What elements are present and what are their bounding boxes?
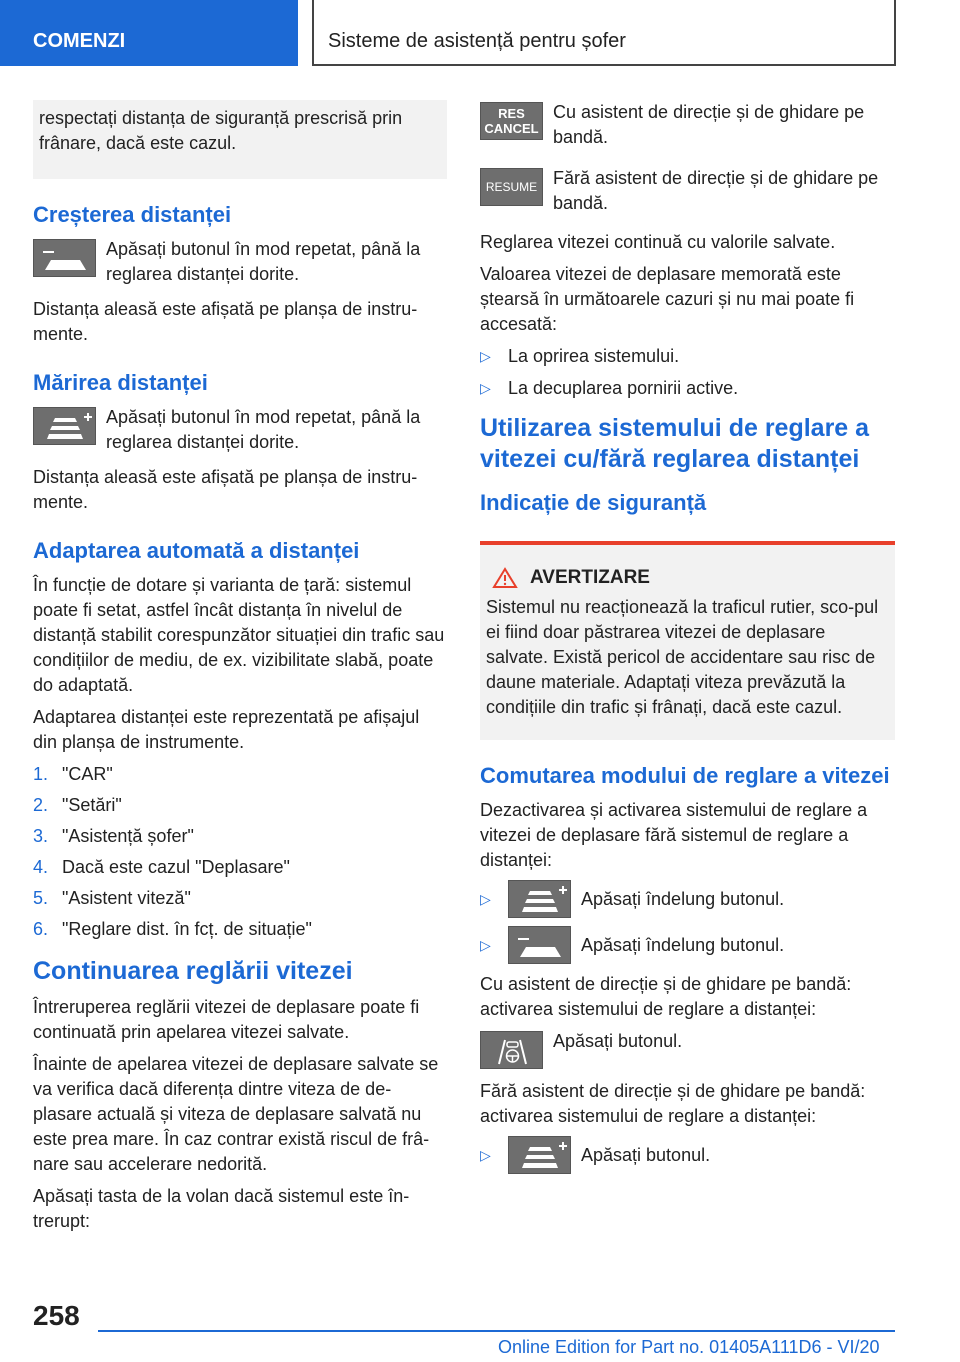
switch-bullet-1: ▷ Apăsați îndelung butonul. — [480, 880, 895, 918]
steering-assist-button-icon — [480, 1031, 543, 1069]
distance-increase-button-icon — [508, 880, 571, 918]
heading-switch-mode: Comutarea modului de reglare a vitezei — [480, 763, 890, 788]
intro-box — [33, 100, 447, 179]
res-cancel-button-icon: RES CANCEL — [480, 102, 543, 140]
heading-continue-speed: Continuarea reglării vitezei — [33, 957, 353, 985]
section-tab: COMENZI — [0, 0, 298, 66]
continue-speed-p2: Înainte de apelarea vitezei de deplasare salvate se va verifica dacă diferența dintre viteza de de‐plasare actuală și viteza de deplasare salvată nu este prea mare. În caz contrar există riscul de frâ‐nare sau accelerare nedorită. — [33, 1054, 439, 1174]
heading-auto-distance: Adaptarea automată a distanței — [33, 538, 360, 563]
list-item: ▷ La decuplarea pornirii active. — [480, 376, 895, 401]
distance-increase-button-icon — [33, 407, 96, 445]
intro-text: respectați distanța de siguranță prescrisă prin frânare, dacă este cazul. — [39, 108, 403, 153]
right-column — [480, 100, 895, 1182]
distance-decrease-button-icon — [508, 926, 571, 964]
footer-divider — [98, 1330, 895, 1332]
resume-text: Fără asistent de direcție și de ghidare pe bandă. — [553, 168, 879, 213]
warning-text: Sistemul nu reacționează la traficul rutier, sco‐pul ei fiind doar păstrarea vitezei de deplasare salvate. Există pericol de accidentare sau risc de daune materiale. Adaptați viteza prevăzută la condițiile din trafic și frânați, dacă este cazul. — [486, 597, 879, 717]
list-item: 6. "Reglare dist. în fcț. de situație" — [33, 919, 312, 939]
warning-title: AVERTIZARE — [530, 567, 650, 588]
heading-use-system: Utilizarea sistemului de reglare a vitezei cu/fără reglarea distanței — [480, 414, 870, 473]
warning-triangle-icon — [492, 567, 518, 589]
auto-distance-p1: În funcție de dotare și varianta de țară: sistemul poate fi setat, astfel încât distanța în nivelul de distanță stabilit corespunzător situației din trafic sau condițiilor de mediu, de ex. vizibilitate slabă, poate do adaptată. — [33, 575, 445, 695]
triangle-bullet-icon: ▷ — [480, 348, 491, 364]
steps-list — [33, 762, 447, 942]
enlarge-distance-text: Apăsați butonul în mod repetat, până la reglarea distanței dorite. — [106, 407, 421, 452]
res-cancel-text: Cu asistent de direcție și de ghidare pe bandă. — [553, 102, 865, 147]
triangle-bullet-icon: ▷ — [480, 936, 491, 953]
resume-p2: Valoarea vitezei de deplasare memorată este ștearsă în următoarele cazuri și nu mai poate fi accesată: — [480, 264, 855, 334]
steering-assist-row — [480, 1029, 895, 1069]
heading-enlarge-distance: Mărirea distanței — [33, 370, 208, 395]
increase-distance-note: Distanța aleasă este afișată pe planșa de instru‐mente. — [33, 299, 418, 344]
triangle-bullet-icon: ▷ — [480, 890, 491, 907]
warning-box — [480, 541, 895, 740]
switch-p2: Cu asistent de direcție și de ghidare pe bandă: activarea sistemului de reglare a distanței: — [480, 974, 852, 1019]
increase-distance-text: Apăsați butonul în mod repetat, până la reglarea distanței dorite. — [106, 239, 421, 284]
list-item: 1. "CAR" — [33, 764, 113, 784]
list-item: ▷ La oprirea sistemului. — [480, 344, 895, 369]
left-column — [33, 100, 447, 1241]
increase-distance-row — [33, 237, 447, 287]
resume-button-icon: RESUME — [480, 168, 543, 206]
list-item: 2. "Setări" — [33, 795, 122, 815]
list-item: 5. "Asistent viteză" — [33, 888, 191, 908]
heading-safety: Indicație de siguranță — [480, 490, 707, 515]
list-item: 3. "Asistență șofer" — [33, 826, 194, 846]
resume-row — [480, 166, 895, 216]
bullet-list — [480, 344, 895, 401]
switch-bullet-4: ▷ Apăsați butonul. — [480, 1136, 895, 1174]
res-cancel-row — [480, 100, 895, 150]
triangle-bullet-icon: ▷ — [480, 380, 491, 396]
switch-p3: Fără asistent de direcție și de ghidare pe bandă: activarea sistemului de reglare a distanței: — [480, 1081, 866, 1126]
triangle-bullet-icon: ▷ — [480, 1146, 491, 1163]
distance-decrease-button-icon — [33, 239, 96, 277]
edition-text: Online Edition for Part no. 01405A111D6 - VI/20 — [498, 1337, 880, 1357]
chapter-title: Sisteme de asistență pentru șofer — [312, 0, 896, 66]
resume-p1: Reglarea vitezei continuă cu valorile salvate. — [480, 232, 836, 252]
page-number: 258 — [33, 1300, 80, 1331]
heading-increase-distance: Creșterea distanței — [33, 202, 232, 227]
continue-speed-p1: Întreruperea reglării vitezei de deplasare poate fi continuată prin apelarea vitezei salvate. — [33, 997, 420, 1042]
enlarge-distance-row — [33, 405, 447, 455]
auto-distance-p2: Adaptarea distanței este reprezentată pe afișajul din planșa de instrumente. — [33, 707, 420, 752]
distance-increase-button-icon — [508, 1136, 571, 1174]
enlarge-distance-note: Distanța aleasă este afișată pe planșa de instru‐mente. — [33, 467, 418, 512]
page-header — [0, 0, 960, 66]
switch-bullet-2: ▷ Apăsați îndelung butonul. — [480, 926, 895, 964]
list-item: 4. Dacă este cazul "Deplasare" — [33, 857, 290, 877]
continue-speed-p3: Apăsați tasta de la volan dacă sistemul este în‐trerupt: — [33, 1186, 410, 1231]
switch-p1: Dezactivarea și activarea sistemului de reglare a vitezei de deplasare fără sistemul de reglare a distanței: — [480, 800, 868, 870]
steering-assist-text: Apăsați butonul. — [553, 1031, 683, 1051]
